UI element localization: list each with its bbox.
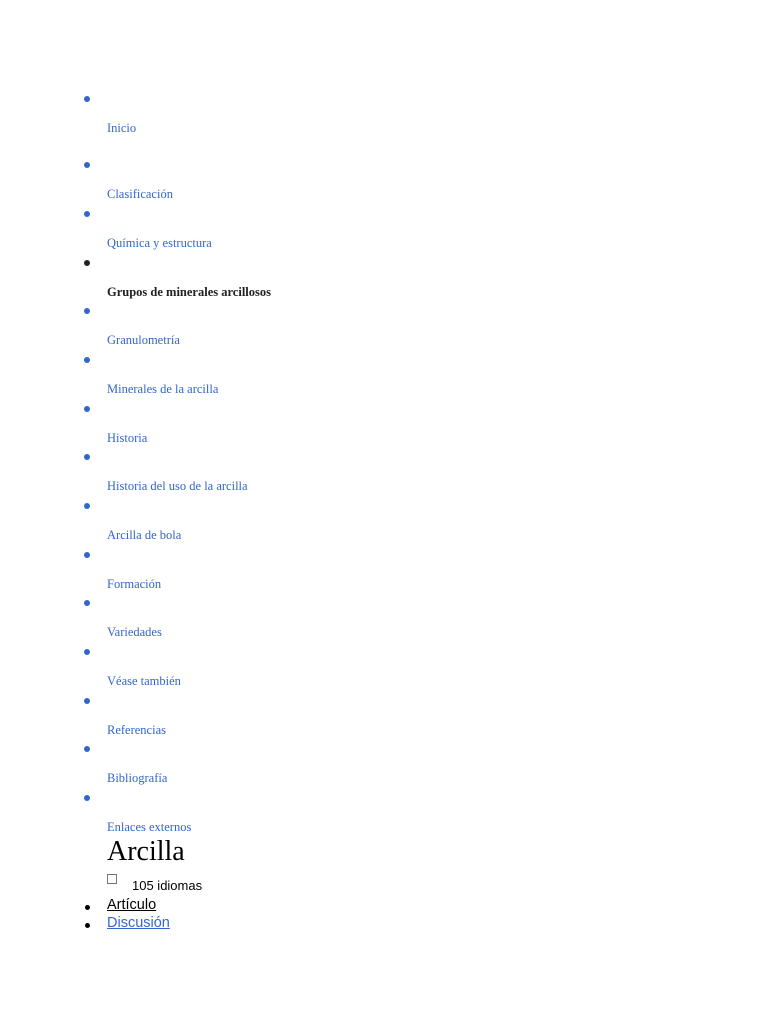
- bullet-icon: [85, 905, 90, 910]
- toc-link[interactable]: Historia del uso de la arcilla: [107, 479, 248, 493]
- toc-link[interactable]: Historia: [107, 431, 148, 445]
- toc-item-minerales-de-la-arcilla[interactable]: [0, 357, 768, 405]
- language-checkbox[interactable]: [107, 874, 117, 884]
- toc-item-grupos-de-minerales-arcillosos[interactable]: [0, 260, 768, 308]
- toc-item-bibliografia[interactable]: [0, 746, 768, 794]
- toc-item-historia-del-uso[interactable]: [0, 454, 768, 502]
- bullet-icon: [84, 503, 90, 509]
- bullet-icon: [84, 698, 90, 704]
- toc-link[interactable]: Bibliografía: [107, 771, 168, 785]
- bullet-icon: [84, 211, 90, 217]
- toc-link[interactable]: Enlaces externos: [107, 820, 192, 834]
- toc-item-clasificacion[interactable]: [0, 162, 768, 210]
- bullet-icon: [84, 162, 90, 168]
- toc-link[interactable]: Clasificación: [107, 187, 173, 201]
- toc-item-granulometria[interactable]: [0, 308, 768, 356]
- toc-item-referencias[interactable]: [0, 698, 768, 746]
- bullet-icon: [85, 923, 90, 928]
- bullet-icon: [84, 600, 90, 606]
- bullet-icon: [84, 96, 90, 102]
- bullet-icon: [84, 260, 90, 266]
- bullet-icon: [84, 649, 90, 655]
- toc-link[interactable]: Química y estructura: [107, 236, 212, 250]
- tab-articulo-link[interactable]: Artículo: [107, 897, 157, 913]
- bullet-icon: [84, 795, 90, 801]
- toc-link[interactable]: Arcilla de bola: [107, 528, 182, 542]
- bullet-icon: [84, 406, 90, 412]
- toc-item-arcilla-de-bola[interactable]: [0, 503, 768, 551]
- bullet-icon: [84, 308, 90, 314]
- tab-articulo[interactable]: [0, 896, 768, 914]
- toc-link[interactable]: Variedades: [107, 625, 162, 639]
- toc-link[interactable]: Granulometría: [107, 333, 180, 347]
- toc-item-inicio[interactable]: [0, 96, 768, 144]
- toc-link[interactable]: Inicio: [107, 121, 137, 135]
- bullet-icon: [84, 454, 90, 460]
- toc-item-formacion[interactable]: [0, 552, 768, 600]
- toc-link[interactable]: Minerales de la arcilla: [107, 382, 219, 396]
- toc-item-variedades[interactable]: [0, 600, 768, 648]
- page-title: Arcilla: [107, 836, 185, 867]
- toc-link-active[interactable]: Grupos de minerales arcillosos: [107, 285, 272, 299]
- toc-link[interactable]: Véase también: [107, 674, 181, 688]
- toc-item-historia[interactable]: [0, 406, 768, 454]
- bullet-icon: [84, 552, 90, 558]
- tab-discusion-link[interactable]: Discusión: [107, 915, 170, 931]
- language-count-label[interactable]: 105 idiomas: [132, 878, 203, 893]
- tab-discusion[interactable]: [0, 914, 768, 932]
- bullet-icon: [84, 746, 90, 752]
- toc-link[interactable]: Referencias: [107, 723, 166, 737]
- toc-item-quimica-y-estructura[interactable]: [0, 211, 768, 259]
- toc-item-vease-tambien[interactable]: [0, 649, 768, 697]
- bullet-icon: [84, 357, 90, 363]
- toc-link[interactable]: Formación: [107, 577, 162, 591]
